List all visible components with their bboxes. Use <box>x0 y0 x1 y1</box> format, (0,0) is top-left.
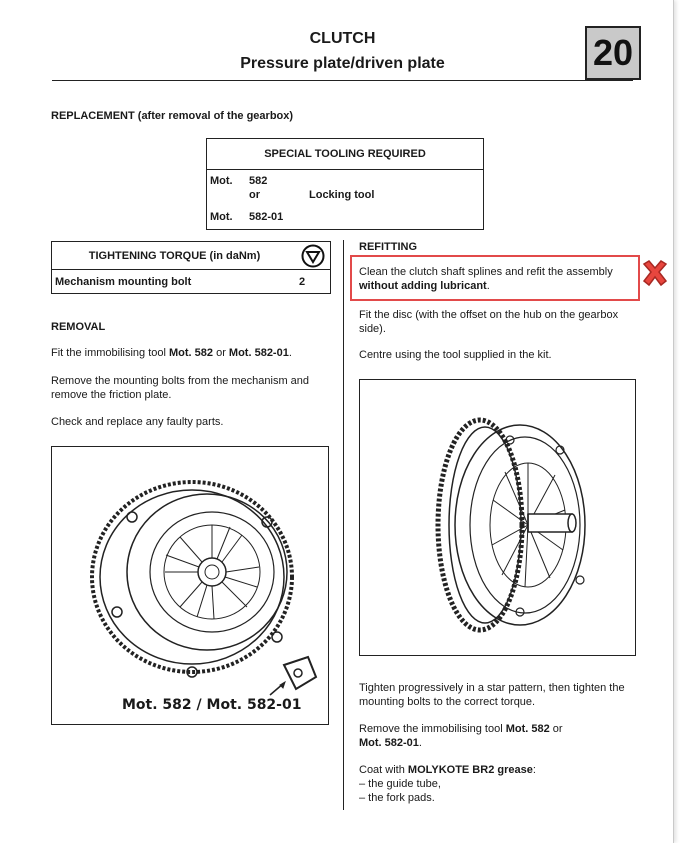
torque-value: 2 <box>299 276 306 288</box>
refitting-step-3: Centre using the tool supplied in the kit. <box>359 349 552 361</box>
torque-triangle-icon <box>301 244 325 273</box>
refitting-figure <box>359 379 636 656</box>
removal-step-2: Remove the mounting bolts from the mechanism and remove the friction plate. <box>51 375 310 401</box>
replacement-heading: REPLACEMENT (after removal of the gearbox) <box>51 110 294 122</box>
tooling-table <box>206 138 484 230</box>
refitting-step-1: Clean the clutch shaft splines and refit the assembly without adding lubricant. <box>359 266 613 292</box>
removal-figure <box>51 446 329 725</box>
page-subtitle: Pressure plate/driven plate <box>240 55 445 72</box>
column-divider <box>343 240 344 810</box>
torque-item: Mechanism mounting bolt <box>55 276 192 288</box>
refitting-step-5: Remove the immobilising tool Mot. 582 or Mot. 582-01. <box>359 723 563 749</box>
list-item: – the guide tube, <box>359 778 441 790</box>
refitting-step-2: Fit the disc (with the offset on the hub on the gearbox side). <box>359 309 619 335</box>
tooling-row1-code: 582 <box>249 175 268 187</box>
tooling-name: Locking tool <box>309 189 375 201</box>
removal-step-3: Check and replace any faulty parts. <box>51 416 224 428</box>
tooling-row2-code: 582-01 <box>249 211 284 223</box>
tooling-row2-prefix: Mot. <box>210 211 233 223</box>
error-x-icon <box>640 258 670 293</box>
removal-step-1: Fit the immobilising tool Mot. 582 or Mot. 582-01. <box>51 347 292 359</box>
chapter-number: 20 <box>585 26 641 80</box>
torque-header-row <box>52 242 330 270</box>
page-title: CLUTCH <box>309 30 376 47</box>
tooling-header: SPECIAL TOOLING REQUIRED <box>207 139 483 170</box>
clutch-assembly-drawing <box>360 380 635 655</box>
figure-label: Mot. 582 / Mot. 582-01 <box>122 697 302 713</box>
refitting-step-6: Coat with MOLYKOTE BR2 grease: <box>359 764 536 776</box>
tooling-row1-prefix: Mot. <box>210 175 233 187</box>
refitting-step-4: Tighten progressively in a star pattern, then tighten the mounting bolts to the correct torque. <box>359 682 625 708</box>
header-rule <box>52 80 633 81</box>
refitting-heading: REFITTING <box>359 241 418 253</box>
list-item: – the fork pads. <box>359 792 435 804</box>
tooling-or: or <box>249 189 260 201</box>
torque-header: TIGHTENING TORQUE (in daNm) <box>88 250 261 262</box>
removal-heading: REMOVAL <box>51 321 106 333</box>
clutch-flywheel-drawing <box>52 447 328 724</box>
torque-table <box>51 241 331 294</box>
grease-points-list <box>359 777 639 805</box>
